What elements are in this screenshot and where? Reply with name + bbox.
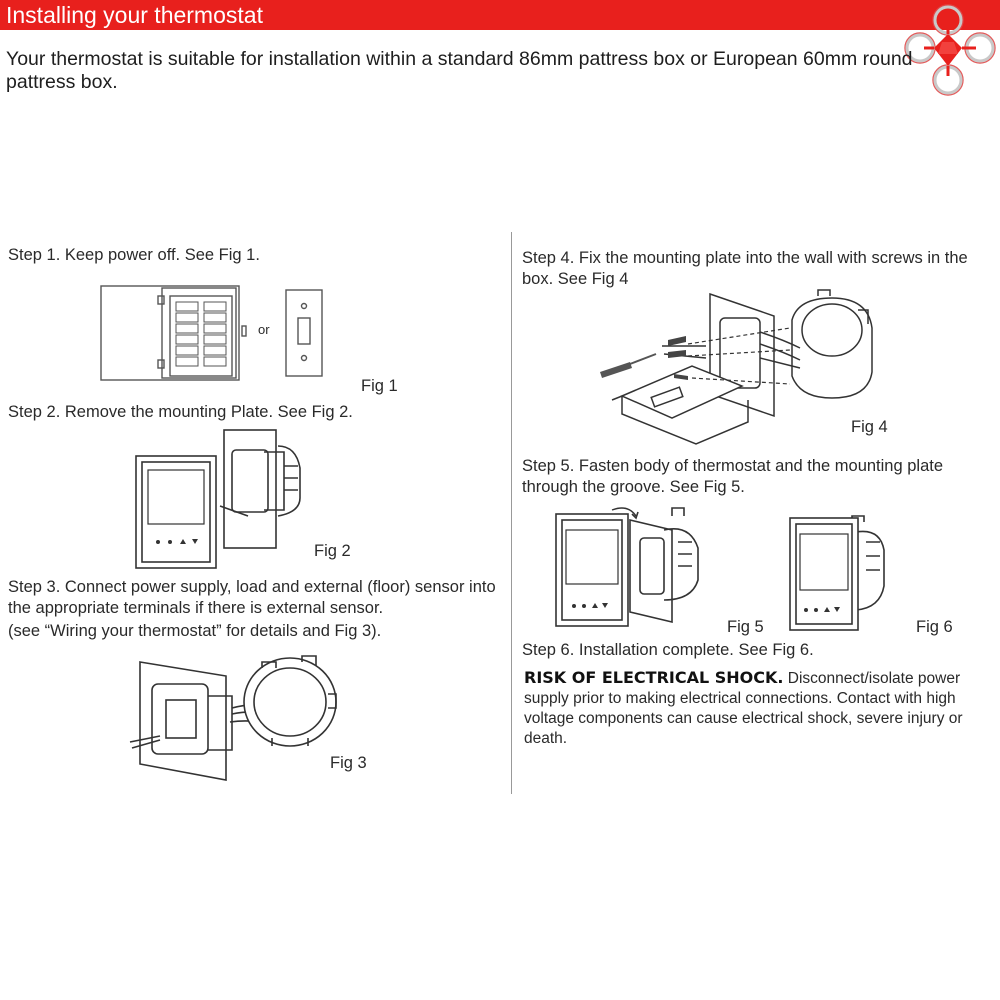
fig-4-illustration	[592, 288, 878, 446]
fig-3-illustration	[122, 648, 342, 784]
fig-2-illustration	[128, 426, 318, 576]
step-6-text: Step 6. Installation complete. See Fig 6.	[522, 641, 814, 659]
intro-paragraph: Your thermostat is suitable for installation within a standard 86mm pattress box or European 60mm round pattress box.	[6, 48, 913, 93]
fig-1-or-label: or	[258, 322, 270, 337]
header-banner	[0, 0, 1000, 30]
step-4-text: Step 4. Fix the mounting plate into the wall with screws in the box. See Fig 4	[522, 249, 968, 288]
page-title: Installing your thermostat	[6, 2, 263, 28]
step-1-text: Step 1. Keep power off. See Fig 1.	[8, 246, 260, 264]
fig-5-label: Fig 5	[727, 618, 764, 636]
step-2-text: Step 2. Remove the mounting Plate. See Fig 2.	[8, 403, 353, 421]
column-divider	[511, 232, 512, 794]
fig-6-label: Fig 6	[916, 618, 953, 636]
step-3-note: (see “Wiring your thermostat” for details and Fig 3).	[8, 622, 382, 640]
step-3-text: Step 3. Connect power supply, load and external (floor) sensor into the appropriate terminals if there is external sensor.	[8, 578, 496, 617]
fig-5-illustration	[552, 502, 712, 630]
fig-6-illustration	[786, 512, 896, 634]
fig-1-label: Fig 1	[361, 377, 398, 395]
fig-1-illustration	[96, 282, 336, 382]
fig-4-label: Fig 4	[851, 418, 888, 436]
step-5-text: Step 5. Fasten body of thermostat and the mounting plate through the groove. See Fig 5.	[522, 457, 944, 496]
fig-2-label: Fig 2	[314, 542, 351, 560]
warning-title: RISK OF ELECTRICAL SHOCK.	[524, 668, 784, 687]
electrical-warning	[524, 668, 984, 749]
warning-text: Disconnect/isolate power supply prior to making electrical connections. Contact with high voltage components can cause electrical shock, severe injury or death.	[524, 670, 963, 747]
fig-3-label: Fig 3	[330, 754, 367, 772]
